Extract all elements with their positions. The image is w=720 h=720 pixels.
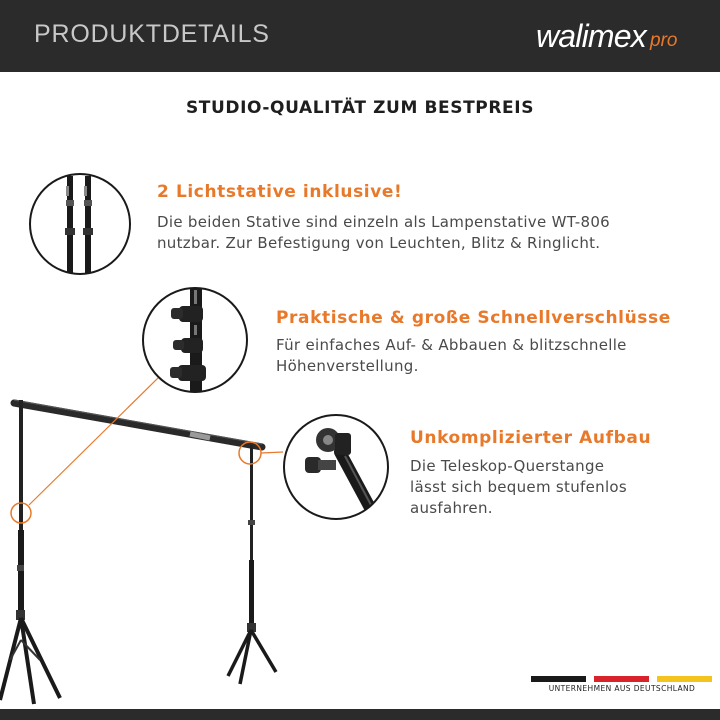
quick-release-clamps-closeup-icon [143, 280, 247, 400]
made-in-germany-badge: UNTERNEHMEN AUS DEUTSCHLAND [548, 684, 696, 693]
crossbar-connector-closeup-icon [284, 415, 388, 530]
flag-stripe-gold [657, 676, 712, 682]
feature-title-setup: Unkomplizierter Aufbau [410, 428, 652, 448]
feature-text-line: lässt sich bequem stufenlos [410, 478, 628, 496]
flag-stripe-red [594, 676, 649, 682]
german-flag-stripes [531, 676, 713, 683]
feature-title-quick-release: Praktische & große Schnellverschlüsse [276, 308, 671, 328]
callout-line-connector [261, 452, 283, 453]
flag-stripe-black [531, 676, 586, 682]
logo-wordmark: walimex [536, 18, 646, 54]
backdrop-stand-photo [0, 400, 276, 704]
headline: STUDIO-QUALITÄT ZUM BESTPREIS [185, 98, 535, 118]
feature-text-line: nutzbar. Zur Befestigung von Leuchten, Blitz & Ringlicht. [157, 234, 601, 252]
feature-text-line: ausfahren. [410, 499, 493, 517]
feature-text-line: Für einfaches Auf- & Abbauen & blitzschnelle [276, 336, 627, 354]
feature-text-line: Die beiden Stative sind einzeln als Lampenstative WT-806 [157, 213, 611, 231]
feature-text-light-stands [157, 212, 610, 254]
feature-text-quick-release [276, 335, 627, 377]
light-stands-closeup-icon [30, 174, 130, 286]
feature-text-line: Die Teleskop-Querstange [410, 457, 605, 475]
callout-line-clamp [29, 378, 158, 505]
feature-text-setup [410, 456, 627, 519]
feature-text-line: Höhenverstellung. [276, 357, 419, 375]
footer-bar [0, 709, 720, 720]
feature-title-light-stands: 2 Lichtstative inklusive! [157, 182, 403, 202]
logo-pro-suffix: pro [650, 30, 678, 51]
page-title: PRODUKTDETAILS [34, 20, 270, 48]
